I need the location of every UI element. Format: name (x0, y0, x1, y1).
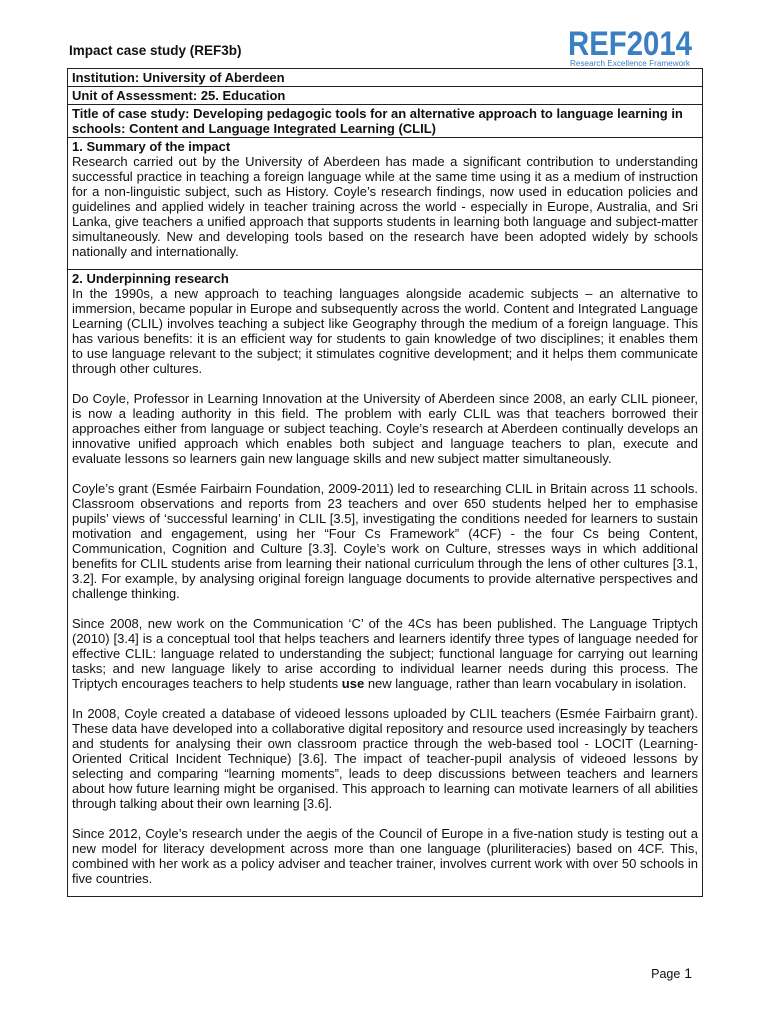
research-paragraph-4 (72, 616, 698, 691)
page-number-footer (651, 965, 692, 981)
ref2014-logo (566, 22, 696, 70)
p4-text-before: Since 2008, new work on the Communication ‘C’ of the 4Cs has been published. The Language Triptych (2010) [3.4] is a conceptual tool that helps teachers and learners identify three types of language needed for effective CLIL: language related to understanding the subject; functional language for carrying out learning tasks; and new language likely to arise according to individual learner needs during this process. The Triptych encourages teachers to help students (72, 616, 698, 691)
institution-row: Institution: University of Aberdeen (72, 70, 285, 85)
page-label: Page (651, 967, 681, 981)
case-study-title-row: Title of case study: Developing pedagogic tools for an alternative approach to language learning in schools: Content and Language Integrated Learning (CLIL) (68, 104, 702, 137)
research-paragraph-5: In 2008, Coyle created a database of videoed lessons uploaded by CLIL teachers (Esmée Fairbairn grant). These data have developed into a collaborative digital repository and resource used increasingly by teachers and students for analysing their own classroom practice through the web-based tool - LOCIT (Learning-Oriented Critical Incident Technique) [3.6]. The impact of teacher-pupil analysis of videoed lessons by selecting and comparing “learning moments”, leads to deep discussions between teachers and learners about how future learning might be organised. This approach to learning can motivate learners of all abilities through talking about their own learning [3.6]. (72, 706, 698, 811)
p4-text-after: new language, rather than learn vocabulary in isolation. (364, 676, 687, 691)
p4-emphasis-use: use (341, 676, 365, 691)
research-paragraph-6: Since 2012, Coyle’s research under the aegis of the Council of Europe in a five-nation study is testing out a new model for literacy development across more than one language (pluriliteracies) based on 4CF. This, combined with her work as a policy adviser and teacher trainer, involves current work with over 50 schools in five countries. (72, 826, 698, 886)
summary-section (68, 137, 702, 269)
research-paragraph-1: In the 1990s, a new approach to teaching languages alongside academic subjects – an alternative to immersion, became popular in Europe and subsequently across the world. Content and Integrated Language Learning (CLIL) involves teaching a subject like Geography through the medium of a foreign language. This has various benefits: it is an efficient way for students to gain knowledge of two disciplines; it enables them to use language relevant to the subject; it stimulates cognitive development; and it helps them communicate through other cultures. (72, 286, 698, 376)
research-heading: 2. Underpinning research (72, 271, 229, 286)
research-paragraph-3: Coyle’s grant (Esmée Fairbairn Foundation, 2009-2011) led to researching CLIL in Britain across 11 schools. Classroom observations and reports from 23 teachers and over 650 students helped her to emphasise pupils’ views of ‘successful learning’ in CLIL [3.5], investigating the conditions needed for learners to sustain motivation and engagement, using her “Four Cs Framework” (4CF) - the four Cs being Content, Communication, Cognition and Culture [3.3]. Coyle’s work on Culture, stresses ways in which additional benefits for CLIL students arise from learning their national curriculum through the lens of other cultures [3.1, 3.2]. For example, by analysing original foreign language documents to provide alternative perspectives and challenge thinking. (72, 481, 698, 601)
logo-sub-text: Research Excellence Framework (570, 59, 692, 68)
logo-main-text: REF2014 (568, 25, 693, 63)
underpinning-research-section (68, 269, 702, 896)
unit-of-assessment-row: Unit of Assessment: 25. Education (68, 86, 702, 104)
research-paragraph-2: Do Coyle, Professor in Learning Innovation at the University of Aberdeen since 2008, an early CLIL pioneer, is now a leading authority in this field. The problem with early CLIL was that teachers borrowed their approaches either from language or subject teaching. Coyle’s research at Aberdeen continually develops an innovative unified approach which enables both subject and language teachers to plan, execute and evaluate lessons so learners gain new language skills and new subject matter simultaneously. (72, 391, 698, 466)
document-header-title: Impact case study (REF3b) (69, 43, 242, 58)
summary-heading: 1. Summary of the impact (72, 139, 231, 154)
summary-text: Research carried out by the University of Aberdeen has made a significant contribution to understanding successful practice in teaching a foreign language while at the same time using it as a medium of instruction for a non-linguistic subject, such as History. Coyle’s research findings, now used in education policies and guidelines and applied widely in teacher training across the world - especially in Europe, Australia, and Sri Lanka, give teachers a unified approach that supports students in learning both language and subject-matter simultaneously. New and developing tools based on the research have been adopted widely by schools nationally and internationally. (72, 154, 698, 259)
case-study-table (67, 68, 703, 897)
page-number: 1 (684, 965, 692, 981)
